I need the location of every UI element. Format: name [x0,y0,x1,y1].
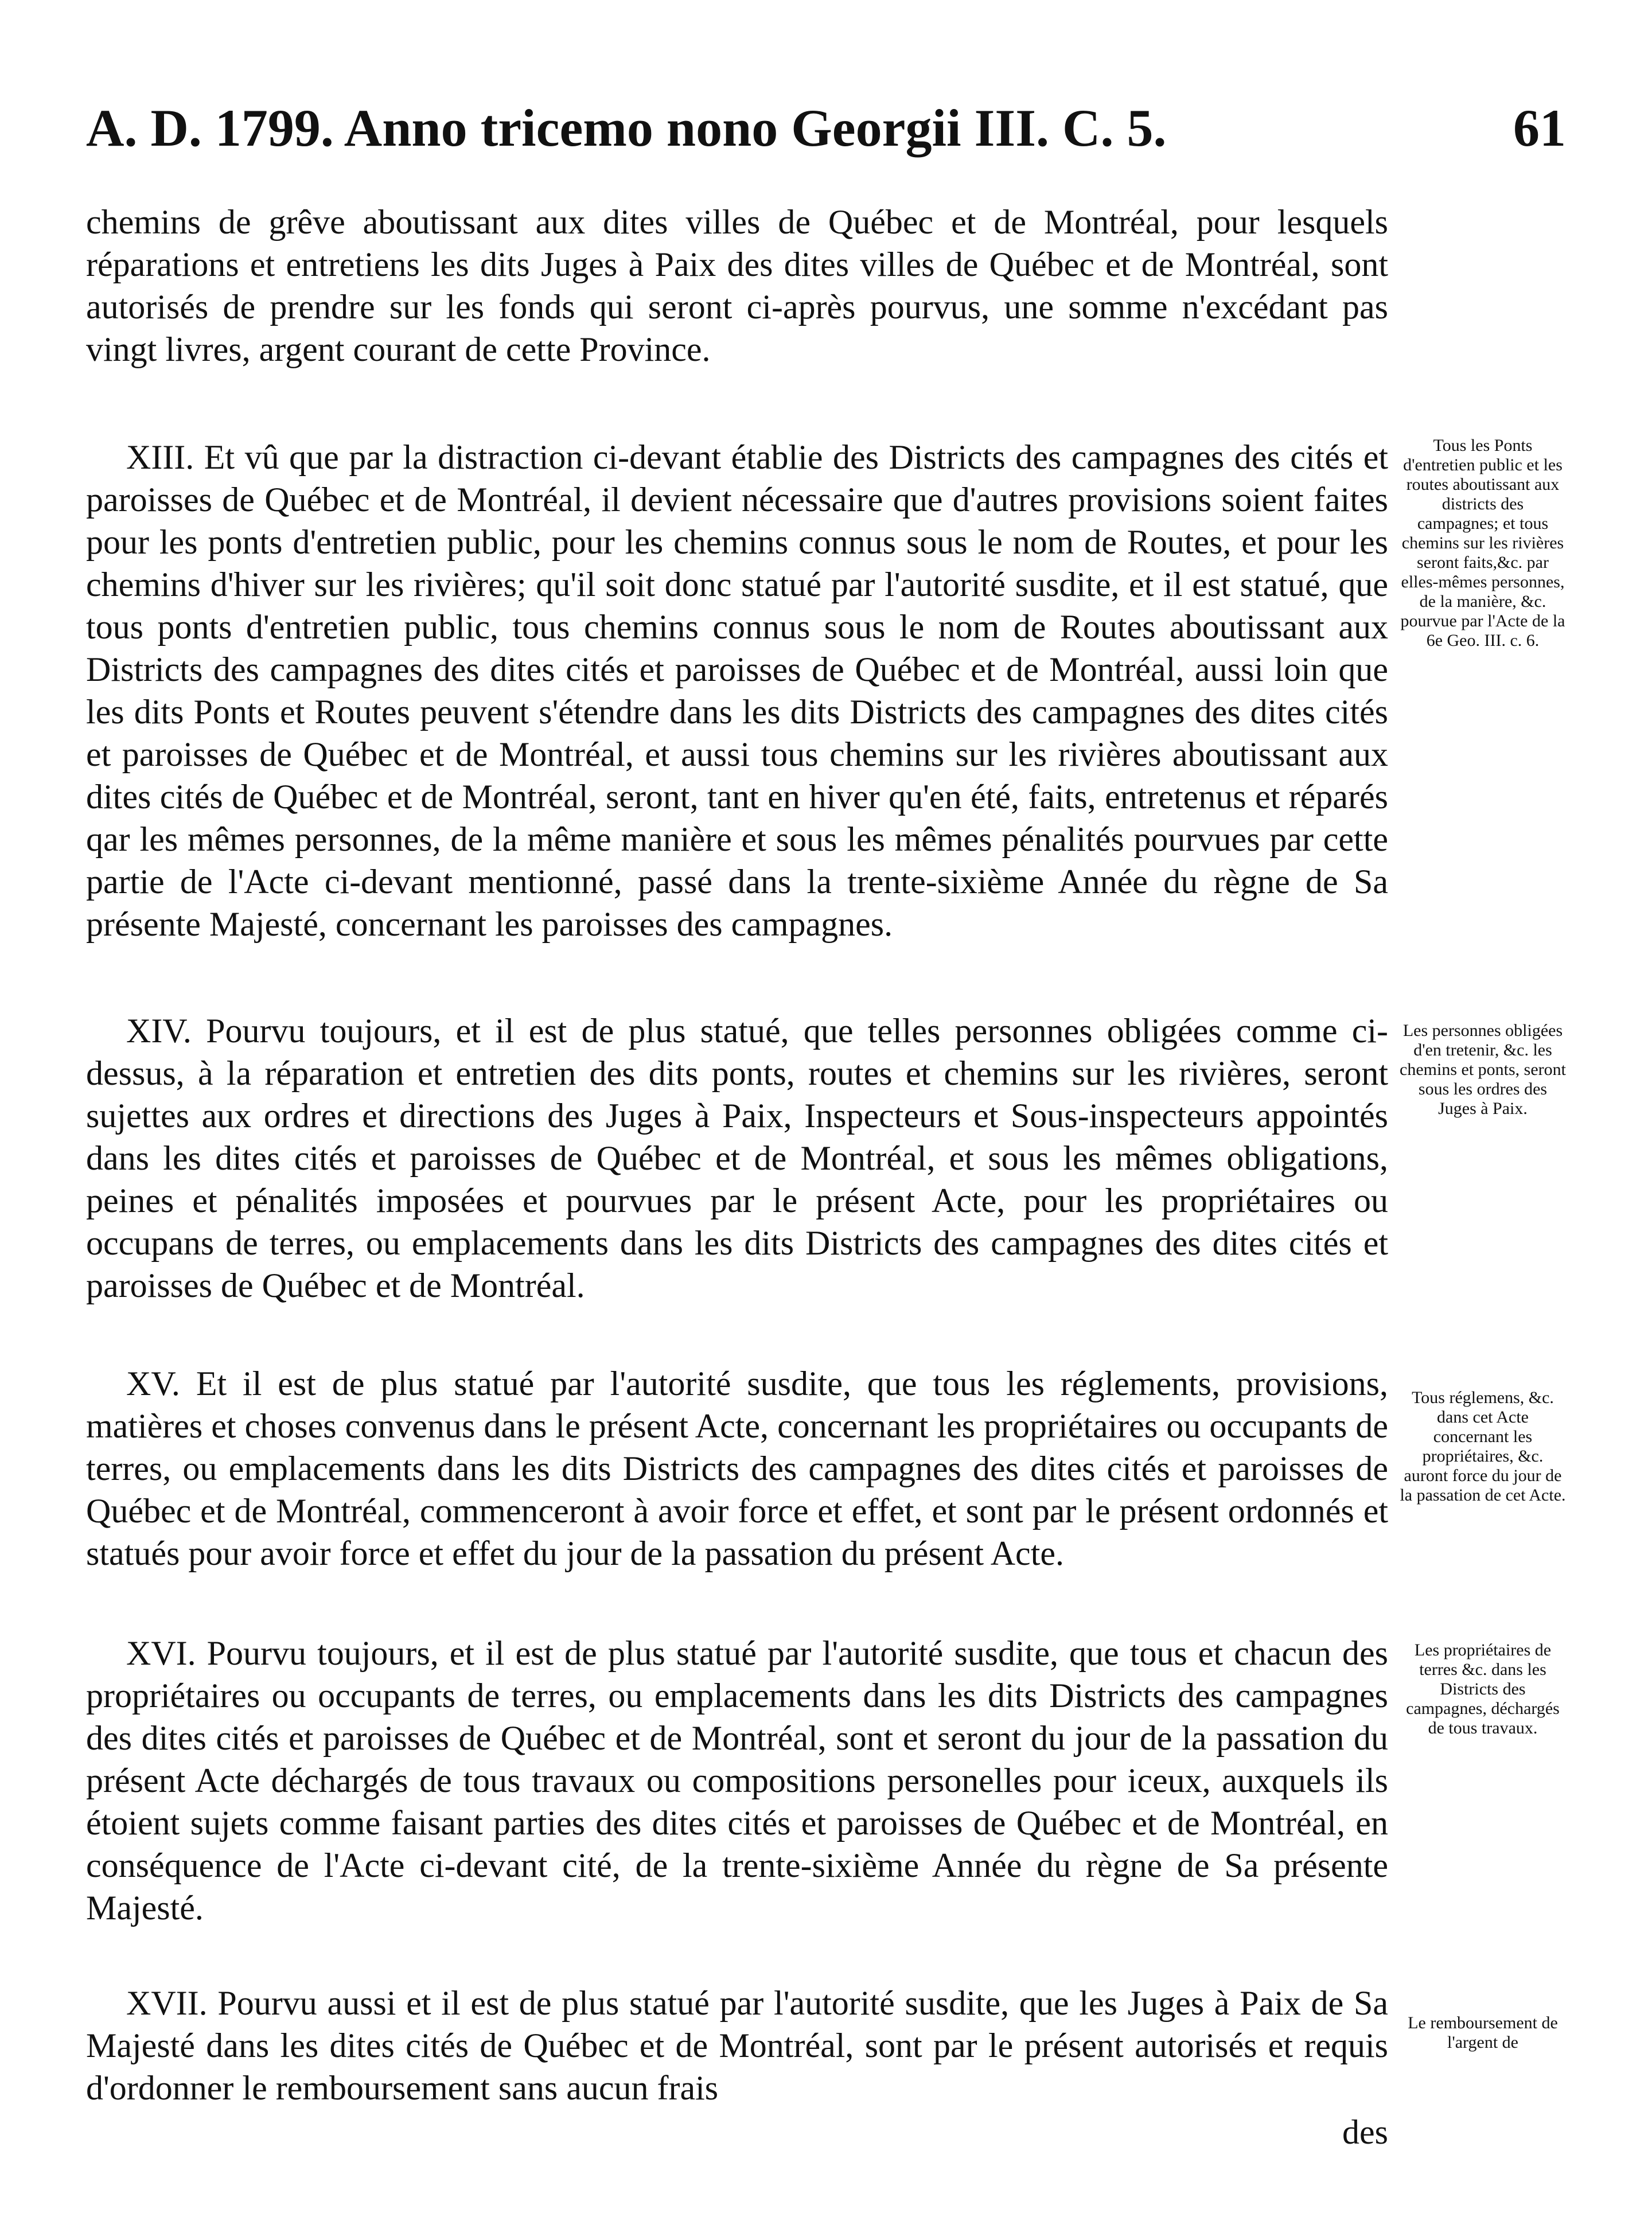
margin-note-xv: Tous réglemens, &c. dans cet Acte concernant les propriétaires, &c. auront force du jour de la passation de cet Acte. [1400,1388,1566,1505]
margin-note-xvi: Les propriétaires de terres &c. dans les Districts des campagnes, déchargés de tous travaux. [1406,1641,1560,1737]
paragraph-section-xiii: XIII. Et vû que par la distraction ci-devant établie des Districts des campagnes des cités et paroisses de Québec et de Montréal, il devient nécessaire que d'autres provisions soient faites pour les ponts d'entretien public, pour les chemins connus sous le nom de Routes, et pour les chemins d'hiver sur les rivières; qu'il soit donc statué par l'autorité susdite, et il est statué, que tous ponts d'entretien public, tous chemins connus sous le nom de Routes aboutissant aux Districts des campagnes des dites cités et paroisses de Québec et de Montréal, aussi loin que les dits Ponts et Routes peuvent s'étendre dans les dits Districts des campagnes des dites cités et paroisses de Québec et de Montréal, et aussi tous chemins sur les rivières aboutissant aux dites cités de Québec et de Montréal, seront, tant en hiver qu'en été, faits, entretenus et réparés qar les mêmes personnes, de la même manière et sous les mêmes pénalités pourvues par cette partie de l'Acte ci-devant mentionné, passé dans la trente-sixième Année du règne de Sa présente Majesté, concernant les paroisses des campagnes. [86,438,1388,943]
paragraph-section-xvii: XVII. Pourvu aussi et il est de plus statué par l'autorité susdite, que les Juges à Paix de Sa Majesté dans les dites cités de Québec et de Montréal, sont par le présent autorisés et requis d'ordonner le remboursement sans aucun frais [86,1984,1388,2107]
paragraph-section-xv: XV. Et il est de plus statué par l'autorité susdite, que tous les réglements, provisions, matières et choses convenus dans le présent Acte, concernant les propriétaires ou occupants de terres, ou emplacements dans les dits Districts des campagnes des dites cités et paroisses de Québec et de Montréal, commenceront à avoir force et effet, et sont par le présent ordonnés et statués pour avoir force et effet du jour de la passation du présent Acte. [86,1365,1388,1572]
header-title: A. D. 1799. Anno tricemo nono Georgii III. C. 5. [86,99,1167,157]
paragraph-continuation: chemins de grêve aboutissant aux dites villes de Québec et de Montréal, pour lesquels réparations et entretiens les dits Juges à Paix des dites villes de Québec et de Montréal, sont autorisés de prendre sur les fonds qui seront ci-après pourvus, une somme n'excédant pas vingt livres, argent courant de cette Province. [86,203,1388,368]
margin-note-xvii: Le remboursement de l'argent de [1408,2013,1558,2052]
margin-note-xiii: Tous les Ponts d'entretien public et les routes aboutissant aux districts des campagnes; et tous chemins sur les rivières seront faits,&c. par elles-mêmes personnes, de la manière, &c. pourvue par l'Acte de la 6e Geo. III. c. 6. [1400,436,1565,650]
margin-note-xiv: Les personnes obligées d'en tretenir, &c. les chemins et ponts, seront sous les ordres des Juges à Paix. [1400,1021,1566,1118]
paragraph-section-xiv: XIV. Pourvu toujours, et il est de plus statué, que telles personnes obligées comme ci-dessus, à la réparation et entretien des dits ponts, routes et chemins sur les rivières, seront sujettes aux ordres et directions des Juges à Paix, Inspecteurs et Sous-inspecteurs appointés dans les dites cités et paroisses de Québec et de Montréal, et sous les mêmes obligations, peines et pénalités imposées et pourvues par le présent Acte, pour les propriétaires ou occupans de terres, ou emplacements dans les dits Districts des campagnes des dites cités et paroisses de Québec et de Montréal. [86,1012,1388,1304]
paragraph-section-xvi: XVI. Pourvu toujours, et il est de plus statué par l'autorité susdite, que tous et chacun des propriétaires ou occupants de terres, ou emplacements dans les dits Districts des campagnes des dites cités et paroisses de Québec et de Montréal, sont et seront du jour de la passation du présent Acte déchargés de tous travaux ou compositions personelles pour iceux, auxquels ils étoient sujets comme faisant parties des dites cités et paroisses de Québec et de Montréal, en conséquence de l'Acte ci-devant cité, de la trente-sixième Année du règne de Sa présente Majesté. [86,1634,1388,1927]
page-number: 61 [1513,99,1566,157]
catchword: des [1342,2113,1388,2151]
running-header [86,96,1566,159]
